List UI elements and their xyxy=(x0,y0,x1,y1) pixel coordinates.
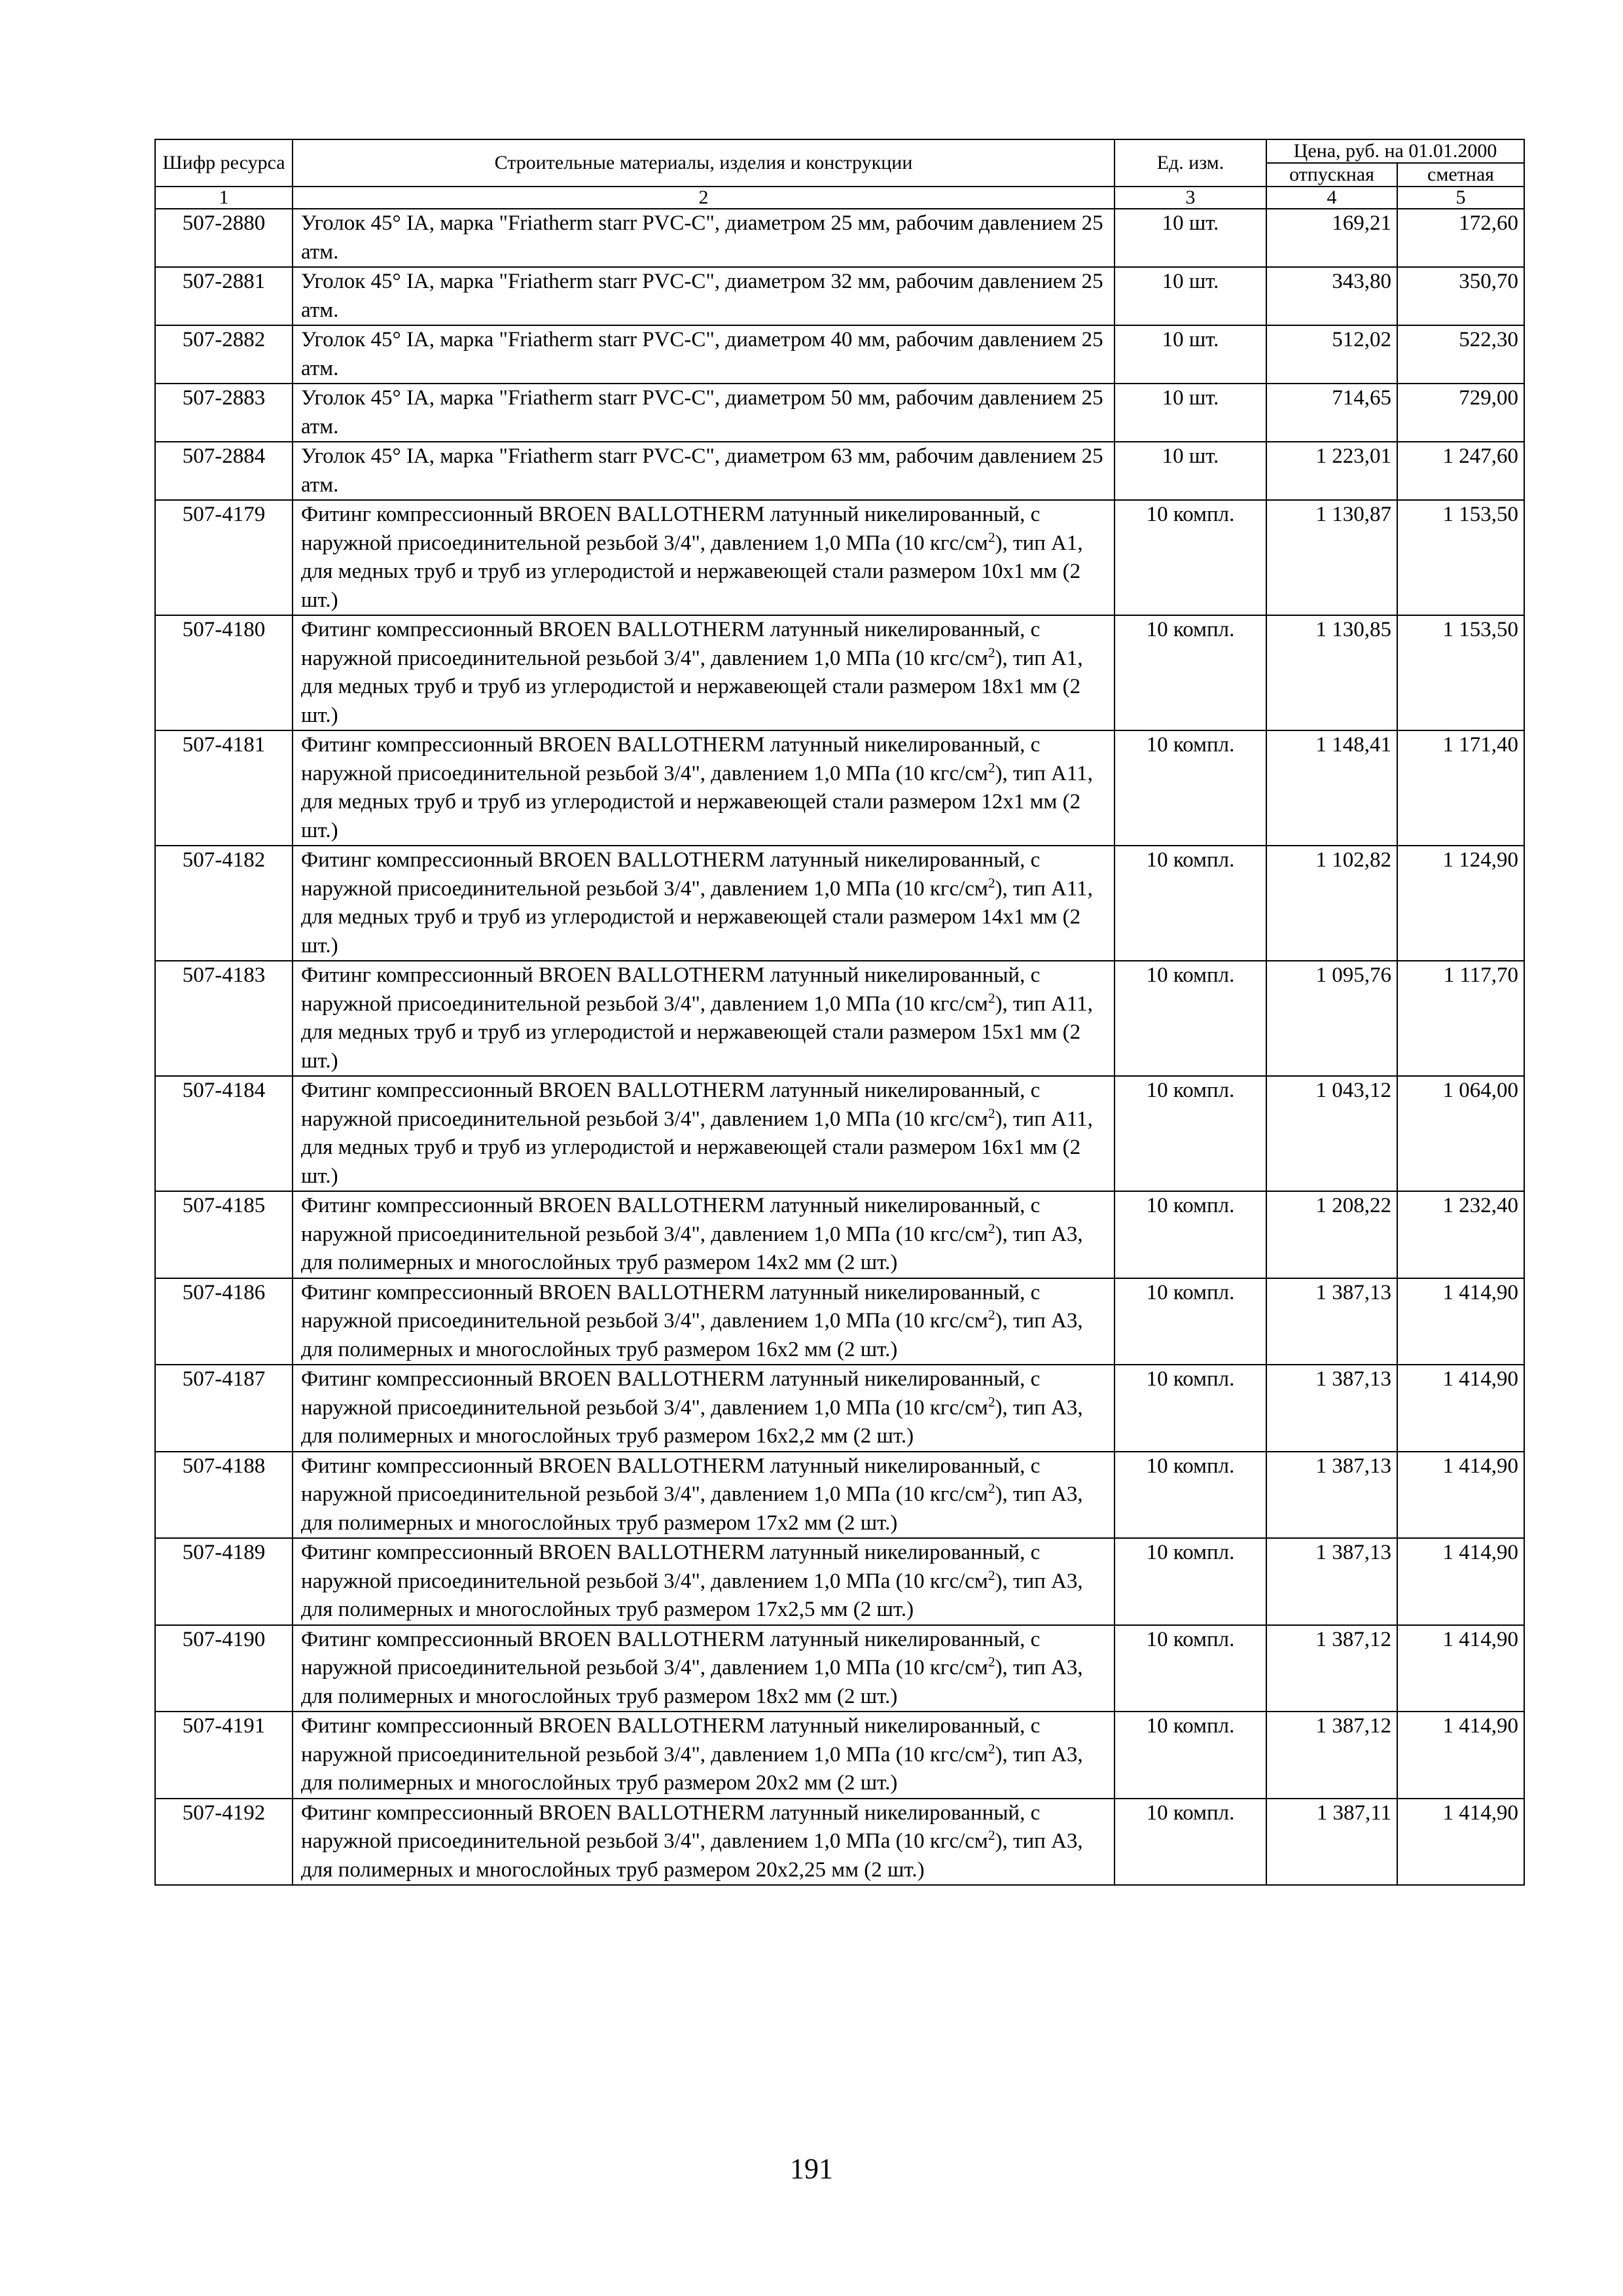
material-name-text: Фитинг компрессионный BROEN BALLOTHERM латунный никелированный, с наружной присоединительной резьбой 3/4", давлением 1,0 МПа (10 кгс/см xyxy=(301,1454,1041,1506)
table-row xyxy=(155,1625,1524,1712)
material-name-text: ), тип А3, для полимерных и многослойных труб размером 17х2 мм (2 шт.) xyxy=(301,1482,1083,1535)
resource-code: 507-2882 xyxy=(155,325,293,384)
resource-code: 507-4191 xyxy=(155,1712,293,1799)
material-name-text: Фитинг компрессионный BROEN BALLOTHERM латунный никелированный, с наружной присоединительной резьбой 3/4", давлением 1,0 МПа (10 кгс/см xyxy=(301,1627,1041,1679)
material-name xyxy=(293,1712,1115,1799)
superscript: 2 xyxy=(988,529,995,545)
price-estimate: 350,70 xyxy=(1397,267,1524,325)
column-number: 3 xyxy=(1115,187,1266,209)
header-code: Шифр ресурса xyxy=(155,139,293,187)
material-name-text: ), тип А3, для полимерных и многослойных труб размером 16х2 мм (2 шт.) xyxy=(301,1309,1083,1361)
table-row xyxy=(155,961,1524,1076)
material-name-text: Фитинг компрессионный BROEN BALLOTHERM латунный никелированный, с наружной присоединительной резьбой 3/4", давлением 1,0 МПа (10 кгс/см xyxy=(301,733,1041,785)
material-name-text: ), тип А1, для медных труб и труб из углеродистой и нержавеющей стали размером 18х1 мм (2 шт.) xyxy=(301,646,1083,727)
price-estimate: 1 153,50 xyxy=(1397,615,1524,730)
resource-code: 507-4187 xyxy=(155,1365,293,1452)
superscript: 2 xyxy=(988,874,995,891)
superscript: 2 xyxy=(988,1307,995,1323)
material-name-text: Фитинг компрессионный BROEN BALLOTHERM латунный никелированный, с наружной присоединительной резьбой 3/4", давлением 1,0 МПа (10 кгс/см xyxy=(301,1079,1041,1131)
material-name-text: ), тип А3, для полимерных и многослойных труб размером 16х2,2 мм (2 шт.) xyxy=(301,1395,1083,1448)
unit: 10 шт. xyxy=(1115,209,1266,267)
superscript: 2 xyxy=(988,1220,995,1236)
price-estimate: 522,30 xyxy=(1397,325,1524,384)
resource-code: 507-2884 xyxy=(155,442,293,500)
material-name xyxy=(293,1625,1115,1712)
price-release: 1 148,41 xyxy=(1266,730,1397,846)
price-estimate: 1 171,40 xyxy=(1397,730,1524,846)
table-row xyxy=(155,1538,1524,1625)
price-estimate: 1 414,90 xyxy=(1397,1625,1524,1712)
price-estimate: 1 232,40 xyxy=(1397,1191,1524,1278)
price-release: 1 387,13 xyxy=(1266,1538,1397,1625)
price-release: 1 208,22 xyxy=(1266,1191,1397,1278)
material-name: Уголок 45° IA, марка "Friatherm starr PVC-C", диаметром 25 мм, рабочим давлением 25 атм. xyxy=(293,209,1115,267)
material-name xyxy=(293,615,1115,730)
price-estimate: 1 153,50 xyxy=(1397,500,1524,615)
unit: 10 компл. xyxy=(1115,1799,1266,1886)
table-row xyxy=(155,1365,1524,1452)
price-release: 1 043,12 xyxy=(1266,1076,1397,1191)
price-release: 1 387,12 xyxy=(1266,1712,1397,1799)
unit: 10 компл. xyxy=(1115,615,1266,730)
unit: 10 компл. xyxy=(1115,1452,1266,1539)
material-name-text: ), тип А1, для медных труб и труб из углеродистой и нержавеющей стали размером 10х1 мм (2 шт.) xyxy=(301,531,1083,612)
material-name-text: ), тип А11, для медных труб и труб из углеродистой и нержавеющей стали размером 14х1 мм (2 шт.) xyxy=(301,876,1093,958)
unit: 10 шт. xyxy=(1115,442,1266,500)
table-row xyxy=(155,1799,1524,1886)
column-number: 1 xyxy=(155,187,293,209)
material-name-text: ), тип А11, для медных труб и труб из углеродистой и нержавеющей стали размером 16х1 мм (2 шт.) xyxy=(301,1107,1093,1188)
page-number: 191 xyxy=(790,2153,833,2185)
material-name xyxy=(293,730,1115,846)
material-name-text: ), тип А11, для медных труб и труб из углеродистой и нержавеющей стали размером 12х1 мм (2 шт.) xyxy=(301,761,1093,842)
material-name-text: ), тип А3, для полимерных и многослойных труб размером 14х2 мм (2 шт.) xyxy=(301,1222,1083,1274)
superscript: 2 xyxy=(988,1654,995,1670)
price-estimate: 1 064,00 xyxy=(1397,1076,1524,1191)
material-name-text: ), тип А11, для медных труб и труб из углеродистой и нержавеющей стали размером 15х1 мм (2 шт.) xyxy=(301,992,1093,1073)
unit: 10 компл. xyxy=(1115,730,1266,846)
price-estimate: 1 414,90 xyxy=(1397,1538,1524,1625)
material-name xyxy=(293,1191,1115,1278)
column-number: 4 xyxy=(1266,187,1397,209)
material-name xyxy=(293,961,1115,1076)
table-row xyxy=(155,846,1524,961)
table-body xyxy=(155,209,1524,1885)
material-name-text: Фитинг компрессионный BROEN BALLOTHERM латунный никелированный, с наружной присоединительной резьбой 3/4", давлением 1,0 МПа (10 кгс/см xyxy=(301,503,1041,555)
price-estimate: 1 414,90 xyxy=(1397,1799,1524,1886)
table-row xyxy=(155,1191,1524,1278)
price-release: 1 387,13 xyxy=(1266,1278,1397,1365)
material-name xyxy=(293,500,1115,615)
material-name-text: Фитинг компрессионный BROEN BALLOTHERM латунный никелированный, с наружной присоединительной резьбой 3/4", давлением 1,0 МПа (10 кгс/см xyxy=(301,618,1041,670)
material-name-text: Фитинг компрессионный BROEN BALLOTHERM латунный никелированный, с наружной присоединительной резьбой 3/4", давлением 1,0 МПа (10 кгс/см xyxy=(301,1714,1041,1767)
material-name: Уголок 45° IA, марка "Friatherm starr PVC-C", диаметром 32 мм, рабочим давлением 25 атм. xyxy=(293,267,1115,325)
price-release: 1 223,01 xyxy=(1266,442,1397,500)
resource-code: 507-4188 xyxy=(155,1452,293,1539)
price-release: 1 130,85 xyxy=(1266,615,1397,730)
price-estimate: 1 414,90 xyxy=(1397,1365,1524,1452)
header-price-estimate: сметная xyxy=(1397,163,1524,187)
superscript: 2 xyxy=(988,990,995,1006)
material-name-text: Фитинг компрессионный BROEN BALLOTHERM латунный никелированный, с наружной присоединительной резьбой 3/4", давлением 1,0 МПа (10 кгс/см xyxy=(301,848,1041,901)
column-number: 5 xyxy=(1397,187,1524,209)
material-name xyxy=(293,1365,1115,1452)
resource-code: 507-2883 xyxy=(155,384,293,442)
table-row xyxy=(155,730,1524,846)
table-row xyxy=(155,384,1524,442)
table-header xyxy=(155,139,1524,209)
price-release: 512,02 xyxy=(1266,325,1397,384)
price-estimate: 1 414,90 xyxy=(1397,1452,1524,1539)
table-row xyxy=(155,209,1524,267)
resource-code: 507-4183 xyxy=(155,961,293,1076)
superscript: 2 xyxy=(988,1105,995,1121)
material-name xyxy=(293,1076,1115,1191)
price-estimate: 729,00 xyxy=(1397,384,1524,442)
unit: 10 компл. xyxy=(1115,1278,1266,1365)
price-release: 1 387,11 xyxy=(1266,1799,1397,1886)
resource-code: 507-4185 xyxy=(155,1191,293,1278)
material-name xyxy=(293,1278,1115,1365)
material-name xyxy=(293,846,1115,961)
material-name-text: Фитинг компрессионный BROEN BALLOTHERM латунный никелированный, с наружной присоединительной резьбой 3/4", давлением 1,0 МПа (10 кгс/см xyxy=(301,1541,1041,1593)
material-name: Уголок 45° IA, марка "Friatherm starr PVC-C", диаметром 50 мм, рабочим давлением 25 атм. xyxy=(293,384,1115,442)
table-row xyxy=(155,442,1524,500)
price-table xyxy=(154,139,1525,1886)
unit: 10 компл. xyxy=(1115,500,1266,615)
material-name-text: ), тип А3, для полимерных и многослойных труб размером 20х2,25 мм (2 шт.) xyxy=(301,1829,1083,1882)
table-row xyxy=(155,1076,1524,1191)
material-name-text: ), тип А3, для полимерных и многослойных труб размером 18х2 мм (2 шт.) xyxy=(301,1656,1083,1708)
price-estimate: 1 117,70 xyxy=(1397,961,1524,1076)
resource-code: 507-4180 xyxy=(155,615,293,730)
material-name-text: ), тип А3, для полимерных и многослойных труб размером 20х2 мм (2 шт.) xyxy=(301,1742,1083,1795)
price-release: 1 095,76 xyxy=(1266,961,1397,1076)
table-row xyxy=(155,1712,1524,1799)
resource-code: 507-4181 xyxy=(155,730,293,846)
header-name: Строительные материалы, изделия и конструкции xyxy=(293,139,1115,187)
header-price-group: Цена, руб. на 01.01.2000 xyxy=(1266,139,1524,163)
price-estimate: 1 124,90 xyxy=(1397,846,1524,961)
material-name xyxy=(293,1799,1115,1886)
material-name-text: Фитинг компрессионный BROEN BALLOTHERM латунный никелированный, с наружной присоединительной резьбой 3/4", давлением 1,0 МПа (10 кгс/см xyxy=(301,1801,1041,1853)
unit: 10 компл. xyxy=(1115,1712,1266,1799)
superscript: 2 xyxy=(988,644,995,660)
unit: 10 шт. xyxy=(1115,325,1266,384)
price-release: 1 387,13 xyxy=(1266,1365,1397,1452)
resource-code: 507-4192 xyxy=(155,1799,293,1886)
unit: 10 компл. xyxy=(1115,1625,1266,1712)
material-name-text: Фитинг компрессионный BROEN BALLOTHERM латунный никелированный, с наружной присоединительной резьбой 3/4", давлением 1,0 МПа (10 кгс/см xyxy=(301,963,1041,1016)
unit: 10 компл. xyxy=(1115,1191,1266,1278)
price-estimate: 172,60 xyxy=(1397,209,1524,267)
resource-code: 507-4179 xyxy=(155,500,293,615)
price-estimate: 1 414,90 xyxy=(1397,1712,1524,1799)
resource-code: 507-4190 xyxy=(155,1625,293,1712)
price-release: 1 387,13 xyxy=(1266,1452,1397,1539)
table-row xyxy=(155,615,1524,730)
price-release: 1 102,82 xyxy=(1266,846,1397,961)
material-name-text: ), тип А3, для полимерных и многослойных труб размером 17х2,5 мм (2 шт.) xyxy=(301,1569,1083,1621)
material-name-text: Фитинг компрессионный BROEN BALLOTHERM латунный никелированный, с наружной присоединительной резьбой 3/4", давлением 1,0 МПа (10 кгс/см xyxy=(301,1280,1041,1333)
header-unit: Ед. изм. xyxy=(1115,139,1266,187)
unit: 10 шт. xyxy=(1115,384,1266,442)
material-name xyxy=(293,1452,1115,1539)
material-name-text: Фитинг компрессионный BROEN BALLOTHERM латунный никелированный, с наружной присоединительной резьбой 3/4", давлением 1,0 МПа (10 кгс/см xyxy=(301,1367,1041,1420)
column-number: 2 xyxy=(293,187,1115,209)
price-estimate: 1 247,60 xyxy=(1397,442,1524,500)
column-number-row xyxy=(155,187,1524,209)
unit: 10 компл. xyxy=(1115,961,1266,1076)
price-release: 714,65 xyxy=(1266,384,1397,442)
resource-code: 507-2880 xyxy=(155,209,293,267)
unit: 10 компл. xyxy=(1115,1538,1266,1625)
superscript: 2 xyxy=(988,1567,995,1583)
unit: 10 компл. xyxy=(1115,1076,1266,1191)
price-release: 169,21 xyxy=(1266,209,1397,267)
price-release: 343,80 xyxy=(1266,267,1397,325)
table-row xyxy=(155,325,1524,384)
superscript: 2 xyxy=(988,1480,995,1496)
material-name-text: Фитинг компрессионный BROEN BALLOTHERM латунный никелированный, с наружной присоединительной резьбой 3/4", давлением 1,0 МПа (10 кгс/см xyxy=(301,1194,1041,1246)
resource-code: 507-4186 xyxy=(155,1278,293,1365)
superscript: 2 xyxy=(988,759,995,776)
unit: 10 компл. xyxy=(1115,1365,1266,1452)
unit: 10 шт. xyxy=(1115,267,1266,325)
header-price-release: отпускная xyxy=(1266,163,1397,187)
resource-code: 507-2881 xyxy=(155,267,293,325)
table-row xyxy=(155,1278,1524,1365)
resource-code: 507-4182 xyxy=(155,846,293,961)
table-row xyxy=(155,1452,1524,1539)
price-release: 1 130,87 xyxy=(1266,500,1397,615)
resource-code: 507-4189 xyxy=(155,1538,293,1625)
material-name xyxy=(293,1538,1115,1625)
resource-code: 507-4184 xyxy=(155,1076,293,1191)
superscript: 2 xyxy=(988,1740,995,1757)
unit: 10 компл. xyxy=(1115,846,1266,961)
price-release: 1 387,12 xyxy=(1266,1625,1397,1712)
superscript: 2 xyxy=(988,1827,995,1843)
superscript: 2 xyxy=(988,1393,995,1410)
material-name: Уголок 45° IA, марка "Friatherm starr PVC-C", диаметром 40 мм, рабочим давлением 25 атм. xyxy=(293,325,1115,384)
material-name: Уголок 45° IA, марка "Friatherm starr PVC-C", диаметром 63 мм, рабочим давлением 25 атм. xyxy=(293,442,1115,500)
table-row xyxy=(155,500,1524,615)
price-estimate: 1 414,90 xyxy=(1397,1278,1524,1365)
table-row xyxy=(155,267,1524,325)
